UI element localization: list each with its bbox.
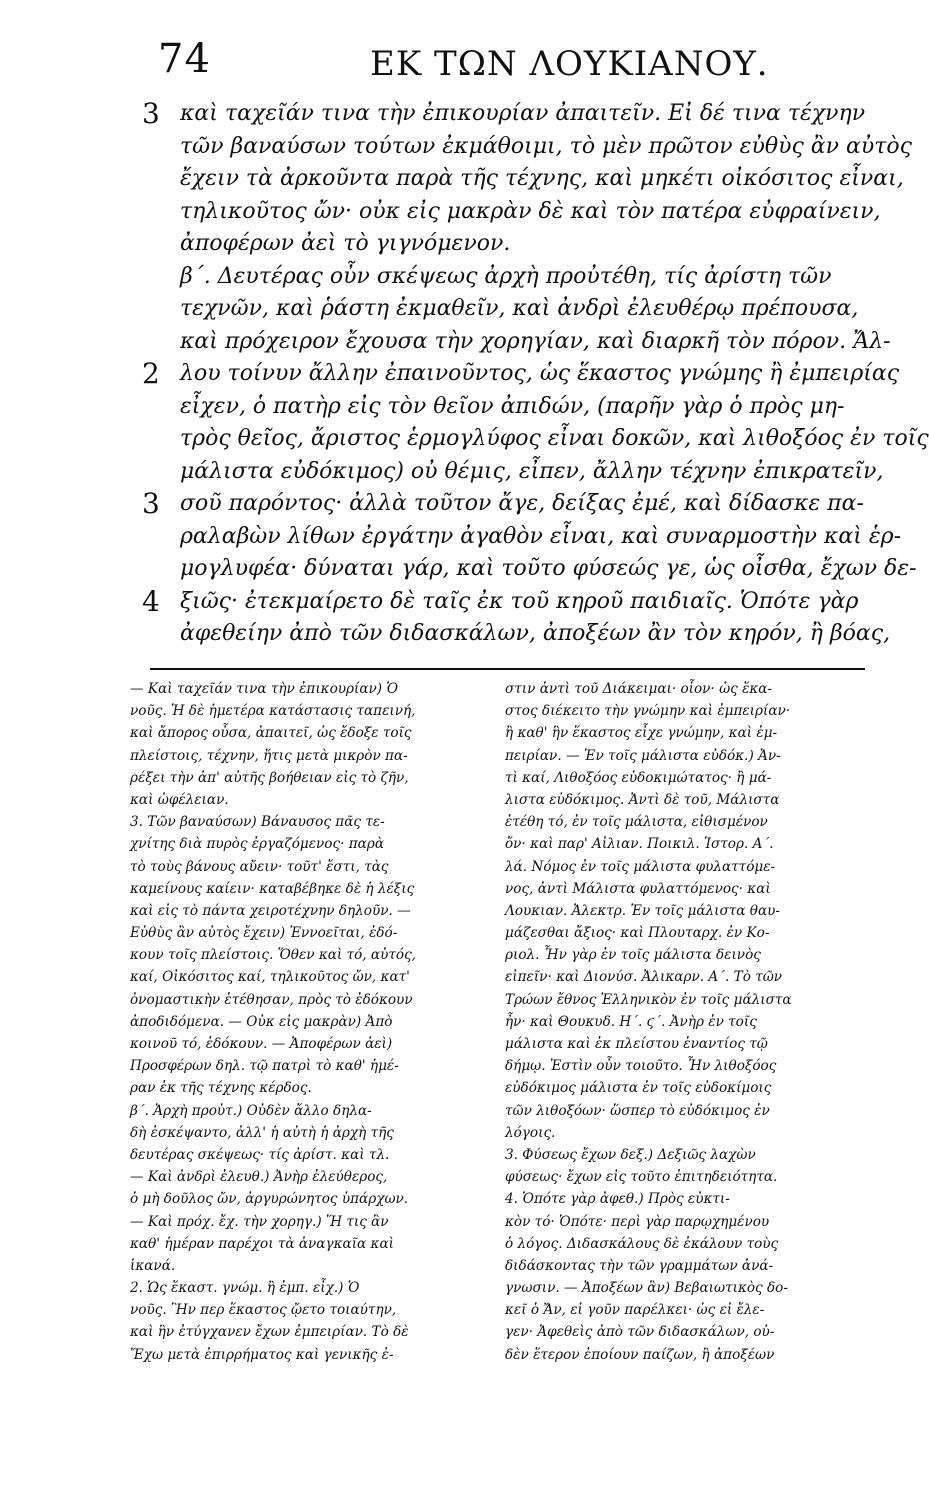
main-text-content: τεχνῶν, καὶ ῥάστη ἐκμαθεῖν, καὶ ἀνδρὶ ἐλευθέρῳ πρέπουσα, [180,296,859,321]
footnote-line: ὁ μὴ δοῦλος ὤν, ἀργυρώνητος ὑπάρχων. [130,1191,409,1208]
footnote-line: καὶ ἄπορος οὖσα, ἀπαιτεῖ, ὡς ἔδοξε τοῖς [130,725,412,742]
footnote-line: λόγοις. [505,1124,556,1141]
main-text-line [150,163,904,196]
footnote-line: ὀνομαστικὴν ἐτέθησαν, πρὸς τὸ ἐδόκουν [130,991,413,1008]
footnote-line: κουν τοῖς πλείστοις. Ὅθεν καὶ τό, αὐτός, [130,947,416,964]
footnote-line: γνωσιν. — Ἀποξέων ἂν) Βεβαιωτικὸς δο- [505,1280,788,1297]
footnote-line: εὐδόκιμος μάλιστα ἐν τοῖς εὐδοκίμοις [505,1080,772,1097]
footnote-line: φύσεως· ἔχων εἰς τοῦτο ἐπιτηδειότητα. [505,1169,778,1186]
footnote-line: μάλιστα καὶ ἐκ πλείστου ἐναντίος τῷ [505,1036,768,1052]
footnote-line: δήμῳ. Ἐστὶν οὖν τοιοῦτο. Ἦν λιθοξόος [505,1058,777,1075]
footnote-line: Εὐθὺς ἂν αὐτὸς ἔχειν) Ἐννοεῖται, ἐδό- [130,925,398,942]
main-text-content: σοῦ παρόντος· ἀλλὰ τοῦτον ἄγε, δείξας ἐμέ, καὶ δίδασκε πα- [180,491,864,516]
main-text-line [142,357,900,391]
footnote-line: καὶ εἰς τὸ πάντα χειροτέχνην δηλοῦν. — [130,902,411,919]
main-text-line [150,521,902,554]
footnote-line: ὁ λόγος. Διδασκάλους δὲ ἐκάλουν τοὺς [505,1235,779,1252]
footnote-line: ἱκανά. [130,1257,176,1274]
footnotes-right-column [505,678,850,1366]
footnote-line: δὴ ἐσκέψαντο, ἀλλ' ἡ αὐτὴ ἡ ἀρχὴ τῆς [130,1124,394,1141]
footnote-line: γεν· Ἀφεθεὶς ἀπὸ τῶν διδασκάλων, οὐ- [505,1324,775,1341]
footnote-line: ἐτέθη τό, ἐν τοῖς μάλιστα, εἰθισμένον [505,814,768,831]
main-text-content: μογλυφέα· δύναται γάρ, καὶ τοῦτο φύσεώς γε, ὡς οἶσθα, ἔχων δε- [180,556,917,581]
footnote-line: τὸ τοὺς βάνους αὔειν· τοῦτ' ἔστι, τὰς [130,858,389,875]
footnote-line: νοῦς. Ἣν περ ἕκαστος ᾤετο τοιαύτην, [130,1302,397,1319]
main-text-content: ἀφεθείην ἀπὸ τῶν διδασκάλων, ἀποξέων ἂν τὸν κηρόν, ἢ βόας, [180,621,891,646]
margin-number: 3 [142,97,160,130]
main-text-line [150,131,912,164]
footnote-line: Τρώων ἔθνος Ἑλληνικὸν ἐν τοῖς μάλιστα [505,991,792,1008]
footnote-line: — Καὶ ἀνδρὶ ἐλευθ.) Ἀνὴρ ἐλεύθερος, [130,1169,388,1186]
main-text-line [142,97,866,131]
footnote-line: ραν ἐκ τῆς τέχνης κέρδος. [130,1080,312,1097]
footnote-line: διδάσκοντας τὴν τῶν γραμμάτων ἀνά- [505,1257,774,1274]
footnote-line: εἰπεῖν· καὶ Διονύσ. Ἀλικαρν. Α΄. Τὸ τῶν [505,969,783,986]
main-text-content: ραλαβὼν λίθων ἐργάτην ἀγαθὸν εἶναι, καὶ συναρμοστὴν καὶ ἑρ- [180,523,902,549]
footnote-line: χνίτης διὰ πυρὸς ἐργαζόμενος· παρὰ [130,836,385,853]
main-text-line [150,391,865,424]
footnote-line: λά. Νόμος ἐν τοῖς μάλιστα φυλαττόμε- [505,858,776,875]
main-text-content: β΄. Δευτέρας οὖν σκέψεως ἀρχὴ προὐτέθη, τίς ἀρίστη τῶν [180,263,832,289]
main-text-content: ἀποφέρων ἀεὶ τὸ γιγνόμενον. [180,231,511,256]
main-text-block [142,97,929,651]
footnote-line: κὸν τό· Ὁπότε· περὶ γὰρ παρῳχημένου [505,1213,770,1230]
main-text-line [150,618,891,651]
footnote-line: δὲν ἕτερον ἐποίουν παίζων, ἢ ἀποξέων [505,1346,775,1363]
main-text-line [150,261,865,294]
footnote-line: καμείνους καίειν· καταβέβηκε δὲ ἡ λέξις [130,880,415,897]
main-text-line [150,293,865,326]
main-text-line [142,487,865,521]
main-text-content: καὶ πρόχειρον ἔχουσα τὴν χορηγίαν, καὶ διαρκῆ τὸν πόρον. Ἄλ- [180,328,891,354]
footnote-line: στιν ἀντὶ τοῦ Διάκειμαι· οἷον· ὡς ἕκα- [505,681,773,697]
footnote-line: τὶ καί, Λιθοξόος εὐδοκιμώτατος· ἢ μά- [505,769,772,786]
main-text-line [150,326,891,359]
footnote-line: 4. Ὁπότε γὰρ ἀφεθ.) Πρὸς εὐκτι- [505,1191,730,1208]
footnote-line: κοινοῦ τό, ἐδόκουν. — Ἀποφέρων ἀεὶ) [130,1036,393,1052]
footnote-line: β΄. Ἀρχὴ προὐτ.) Οὐδὲν ἄλλο δηλα- [130,1102,372,1119]
page-header [150,36,870,96]
footnote-line: νος, ἀντὶ Μάλιστα φυλαττόμενος· καὶ [505,880,771,897]
main-text-line [150,553,917,586]
main-text-content: τηλικοῦτος ὤν· οὐκ εἰς μακρὰν δὲ καὶ τὸν πατέρα εὐφραίνειν, [180,198,881,224]
main-text-content: εἶχεν, ὁ πατὴρ εἰς τὸν θεῖον ἀπιδών, (παρῆν γὰρ ὁ πρὸς μη- [180,393,845,419]
main-text-line [150,423,929,456]
main-text-content: ἔχειν τὰ ἀρκοῦντα παρὰ τῆς τέχνης, καὶ μηκέτι οἰκόσιτος εἶναι, [180,166,904,191]
footnote-line: καὶ ὠφέλειαν. [130,791,229,808]
footnote-line: ὄν· καὶ παρ' Αἰλιαν. Ποικιλ. Ἱστορ. Α΄. [505,836,774,853]
main-text-line [150,196,881,229]
footnote-line: στος διέκειτο τὴν γνώμην καὶ ἐμπειρίαν· [505,703,791,720]
footnote-line: ἦν· καὶ Θουκυδ. Η΄. ϛ΄. Ἀνὴρ ἐν τοῖς [505,1013,757,1030]
main-text-content: ξιῶς· ἐτεκμαίρετο δὲ ταῖς ἐκ τοῦ κηροῦ παιδιαῖς. Ὁπότε γὰρ [180,588,859,614]
main-text-content: καὶ ταχεῖάν τινα τὴν ἐπικουρίαν ἀπαιτεῖν. Εἰ δέ τινα τέχνην [180,101,866,126]
footnotes-left-column [130,678,475,1366]
footnote-line: 2. Ὡς ἕκαστ. γνώμ. ἢ ἐμπ. εἶχ.) Ὁ [130,1280,360,1297]
footnote-line: δευτέρας σκέψεως· τίς ἀρίστ. καὶ τλ. [130,1146,390,1163]
footnote-line: Λουκιαν. Ἀλεκτρ. Ἐν τοῖς μάλιστα θαυ- [505,902,781,919]
main-text-content: τρὸς θεῖος, ἄριστος ἑρμογλύφος εἶναι δοκῶν, καὶ λιθοξόος ἐν τοῖς [180,426,929,451]
footnote-line: ἢ καθ' ἣν ἕκαστος εἶχε γνώμην, καὶ ἐμ- [505,725,778,742]
footnote-rule [150,668,865,670]
main-text-line [150,456,884,489]
footnote-line: ρέξει τὴν ἀπ' αὐτῆς βοήθειαν εἰς τὸ ζῆν, [130,769,409,786]
main-text-content: τῶν βαναύσων τούτων ἐκμάθοιμι, τὸ μὲν πρῶτον εὐθὺς ἂν αὐτὸς [180,133,912,159]
main-text-line [150,228,865,261]
footnote-line: 3. Τῶν βαναύσων) Βάναυσος πᾶς τε- [130,814,385,831]
footnote-line: λιστα εὐδόκιμος. Ἀντὶ δὲ τοῦ, Μάλιστα [505,791,780,808]
main-text-content: μάλιστα εὐδόκιμος) οὐ θέμις, εἶπεν, ἄλλην τέχνην ἐπικρατεῖν, [180,458,884,484]
footnote-line: κεῖ ὁ Ἄν, εἰ γοῦν παρέλκει· ὡς εἰ ἔλε- [505,1302,765,1319]
footnote-line: καθ' ἡμέραν παρέχοι τὰ ἀναγκαῖα καὶ [130,1235,394,1252]
footnote-line: καί, Οἰκόσιτος καί, τηλικοῦτος ὤν, κατ' [130,969,410,986]
footnote-line: Προσφέρων δηλ. τῷ πατρὶ τὸ καθ' ἡμέ- [130,1058,399,1075]
main-text-content: λου τοίνυν ἄλλην ἐπαινοῦντος, ὡς ἕκαστος γνώμης ἢ ἐμπειρίας [180,361,900,386]
footnote-line: πλείστοις, τέχνην, ἥτις μετὰ μικρὸν πα- [130,747,408,764]
margin-number: 4 [142,584,160,618]
footnote-line: Ἔχω μετὰ ἐπιρρήματος καὶ γενικῆς ἐ- [130,1346,394,1363]
footnote-line: πειρίαν. — Ἐν τοῖς μάλιστα εὐδόκ.) Ἀν- [505,747,781,764]
footnote-line: μάζεσθαι ἄξιος· καὶ Πλουταρχ. ἐν Κο- [505,925,770,942]
margin-number: 3 [142,487,160,520]
footnote-line: 3. Φύσεως ἔχων δεξ.) Δεξιῶς λαχὼν [505,1146,756,1163]
footnote-line: τῶν λιθοξόων· ὥσπερ τὸ εὐδόκιμος ἐν [505,1102,770,1119]
footnote-line: ἀποδιδόμενα. — Οὐκ εἰς μακρὰν) Ἀπὸ [130,1013,393,1030]
margin-number: 2 [142,357,160,390]
footnote-line: ριολ. Ἦν γὰρ ἐν τοῖς μάλιστα δεινὸς [505,947,761,964]
page-number: 74 [158,36,211,82]
footnote-line: — Καὶ πρόχ. ἔχ. τὴν χορηγ.) Ἥ τις ἂν [130,1213,389,1230]
footnote-line: νοῦς. Ἡ δὲ ἡμετέρα κατάστασις ταπεινή, [130,703,416,720]
main-text-line [142,584,865,619]
footnote-line: καὶ ἣν ἐτύγχανεν ἔχων ἐμπειρίαν. Τὸ δὲ [130,1324,409,1341]
running-title: ΕΚ ΤΩΝ ΛΟΥΚΙΑΝΟΥ. [370,44,769,84]
footnote-line: — Καὶ ταχεῖάν τινα τὴν ἐπικουρίαν) Ὁ [130,681,399,697]
